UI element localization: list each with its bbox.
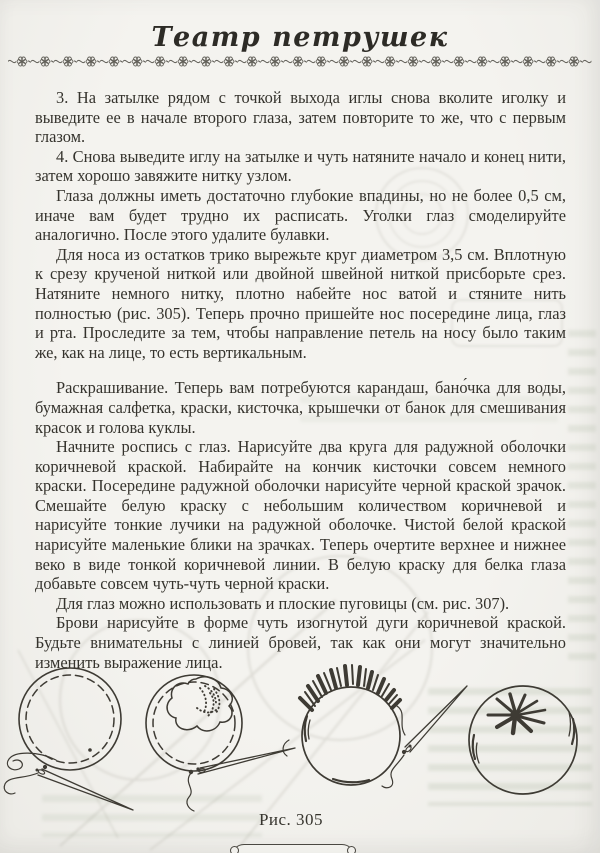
needle-icon: [402, 686, 467, 754]
thread-line: [283, 740, 289, 756]
shading-stroke: [305, 716, 307, 741]
shading-stroke: [308, 720, 310, 739]
paragraph-painting-eyes: Начните роспись с глаз. Нарисуйте два круга для радужной оболочки коричневой краской. Набирайте на кончик кисточки совсем немного краски. Посередине радужной оболочки нарисуйте черной краской зрачок. Смешайте белую краску с небольшим количеством коричневой и нарисуйте тонкие лучики на радужной оболочке. Чистой белой краской нарисуйте маленькие блики на зрачках. Теперь очертите верхнее и нижнее веко в виде тонкой коричневой линии. В белую краску для белка глаза добавьте совсем чуть-чуть черной краски.: [35, 437, 566, 594]
thread-line: [187, 773, 194, 811]
page-title: Театр петрушек: [151, 22, 449, 53]
shading-stroke: [572, 719, 574, 744]
wadding-stipple: [197, 686, 219, 716]
fig-ball-gathering: [300, 665, 467, 788]
paragraph-buttons: Для глаз можно использовать и плоские пуговицы (см. рис. 307).: [56, 593, 510, 613]
shading-stroke: [333, 779, 369, 782]
needle-icon: [36, 765, 134, 810]
paragraph-eyebrows: Брови нарисуйте в форме чуть изогнутой дуги коричневой краской. Будьте внимательны с линией бровей, так как они могут значительно изменить выражение лица.: [35, 613, 566, 672]
fig-ball-finished: [469, 686, 577, 794]
figure-caption: Рис. 305: [258, 810, 324, 829]
page-showthrough-text: [568, 330, 596, 670]
paragraph-step-3: 3. На затылке рядом с точкой выхода иглы снова вколите иголку и выведите ее в начале второго глаза, затем повторите то же, что с первым глазом.: [35, 88, 566, 147]
paragraph-nose: Для носа из остатков трико вырежьте круг диаметром 3,5 см. Вплотную к срезу крученой ниткой или двойной швейной ниткой присборьте срез. Натяните немного нитку, плотно набейте нос ватой и стяните нить полностью (рис. 305). Теперь прочно пришейте нос посередине лица, глаз и рта. Проследите за тем, чтобы направление петель на носу было таким же, как на лице, то есть вертикальным.: [35, 244, 566, 362]
paragraph-step-4: 4. Снова выведите иглу на затылке и чуть натяните начало и конец нити, затем хорошо завяжите нитку узлом.: [35, 146, 566, 186]
paragraph-painting-intro: Раскрашивание. Теперь вам потребуются карандаш, бано́чка для воды, бумажная салфетка, краски, кисточка, крышечки от банок для смешивания красок и голова куклы.: [35, 378, 566, 437]
shading-stroke: [569, 712, 571, 736]
page-number-ornament: [231, 844, 355, 853]
shading-stroke: [473, 735, 475, 759]
paragraph-eye-sockets: Глаза должны иметь достаточно глубокие впадины, но не более 0,5 см, иначе вам будет трудно их расписать. Уголки глаз смоделируйте аналогично. После этого удалите булавки.: [35, 185, 566, 245]
fig-fabric-circle-basted: [4, 668, 133, 810]
ornament-divider: [8, 55, 592, 68]
thread-line: [7, 753, 56, 770]
thread-line: [4, 773, 38, 794]
instruction-text: [35, 88, 566, 672]
shading-stroke: [476, 743, 479, 763]
fig-fabric-circle-wadding: [146, 675, 295, 811]
